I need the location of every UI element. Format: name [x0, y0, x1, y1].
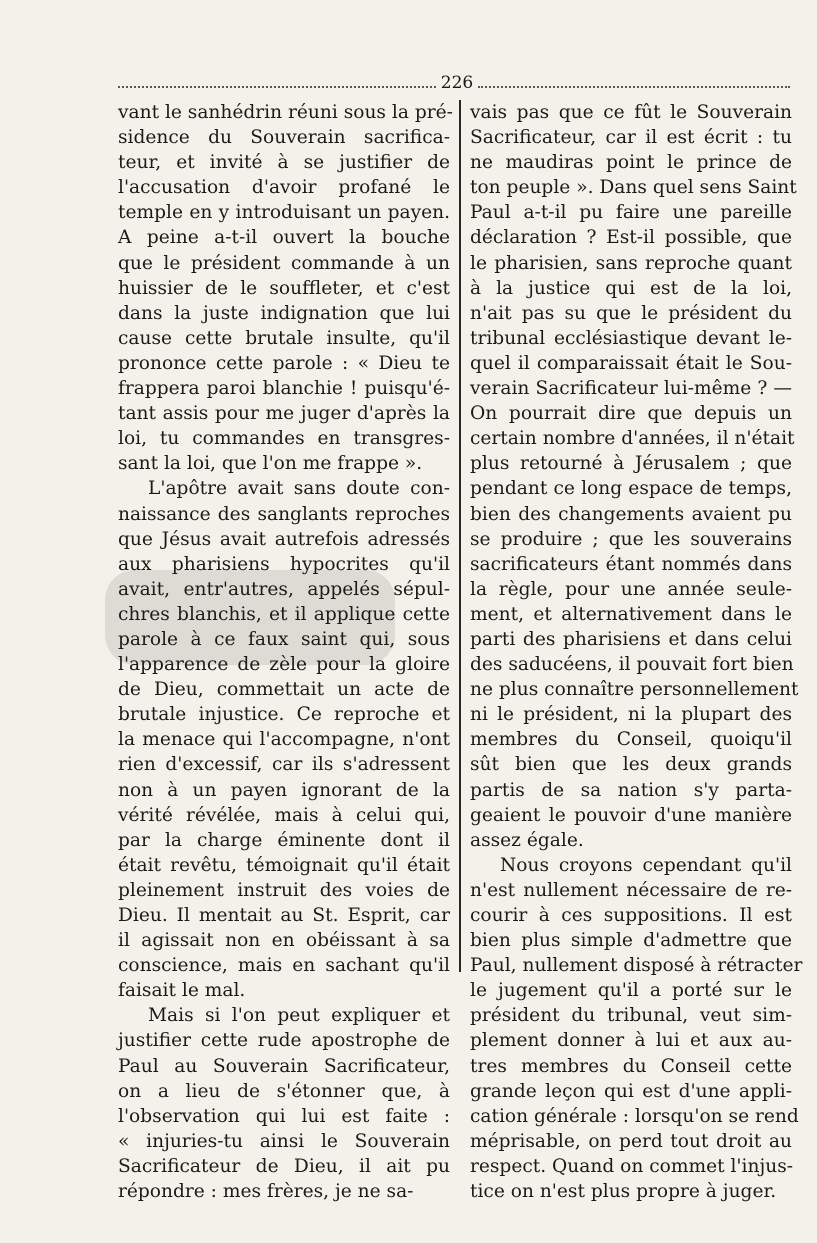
text-line: loi, tu commandes en transgres- — [118, 428, 450, 450]
text-line: que le président commande à un — [118, 252, 450, 274]
text-line: huissier de le souffleter, et c'est — [118, 277, 450, 299]
text-line: plus retourné à Jérusalem ; que — [470, 453, 792, 475]
text-line: la menace qui l'accompagne, n'ont — [118, 729, 450, 751]
header-rule-left — [118, 86, 436, 88]
text-line: sant la loi, que l'on me frappe ». — [118, 453, 423, 475]
page-number: 226 — [440, 73, 474, 93]
text-line: avait, entr'autres, appelés sépul- — [118, 578, 450, 600]
text-line: aux pharisiens hypocrites qu'il — [118, 553, 450, 575]
left-column — [118, 100, 453, 1204]
text-line: pendant ce long espace de temps, — [470, 478, 792, 500]
text-line: membres du Conseil, quoiqu'il — [470, 729, 792, 751]
text-line: n'est nullement nécessaire de re- — [470, 879, 792, 901]
text-line: vais pas que ce fût le Souverain — [470, 102, 792, 123]
text-line: certain nombre d'années, il n'était — [470, 428, 795, 450]
text-line: se produire ; que les souverains — [470, 528, 792, 550]
text-line: bien plus simple d'admettre que — [470, 930, 792, 952]
text-line: frappera paroi blanchie ! puisqu'é- — [118, 378, 450, 400]
text-line: partis de sa nation s'y parta- — [470, 779, 792, 801]
text-line: rien d'excessif, car ils s'adressent — [118, 754, 450, 776]
text-line: grande leçon qui est d'une appli- — [470, 1080, 792, 1102]
text-line: parti des pharisiens et dans celui — [470, 628, 792, 650]
text-line: des saducéens, il pouvait fort bien — [470, 654, 794, 676]
text-line: ton peuple ». Dans quel sens Saint — [470, 177, 797, 199]
text-line: justifier cette rude apostrophe de — [118, 1030, 450, 1052]
text-line: cause cette brutale insulte, qu'il — [118, 327, 450, 349]
right-column — [470, 100, 803, 1204]
text-line: par la charge éminente dont il — [118, 829, 450, 851]
text-line: naissance des sanglants reproches — [118, 503, 450, 525]
text-line: l'observation qui lui est faite : — [118, 1105, 450, 1127]
text-line: tant assis pour me juger d'après la — [118, 403, 450, 425]
text-line: était revêtu, témoignait qu'il était — [118, 854, 450, 876]
text-line: la règle, pour une année seule- — [470, 578, 792, 600]
text-line: n'ait pas su que le président du — [470, 302, 792, 324]
text-line: l'apparence de zèle pour la gloire — [118, 654, 450, 676]
text-line: il agissait non en obéissant à sa — [118, 930, 450, 952]
text-line: parole à ce faux saint qui, sous — [118, 628, 450, 650]
text-line: cation générale : lorsqu'on se rend — [470, 1105, 799, 1127]
text-line: Sacrificateur de Dieu, il ait pu — [118, 1155, 450, 1177]
text-line: ni le président, ni la plupart des — [470, 704, 792, 726]
text-line: tres membres du Conseil cette — [470, 1055, 792, 1077]
text-line: prononce cette parole : « Dieu te — [118, 352, 450, 374]
text-line: chres blanchis, et il applique cette — [118, 603, 450, 625]
text-line: sût bien que les deux grands — [470, 754, 792, 776]
text-line: Nous croyons cependant qu'il — [500, 854, 792, 876]
text-line: pleinement instruit des voies de — [118, 879, 450, 901]
text-line: teur, et invité à se justifier de — [118, 152, 450, 174]
text-line: brutale injustice. Ce reproche et — [118, 704, 450, 726]
text-line: ne maudiras point le prince de — [470, 152, 792, 174]
text-line: déclaration ? Est-il possible, que — [470, 227, 792, 249]
text-line: respect. Quand on commet l'injus- — [470, 1155, 794, 1177]
text-line: Mais si l'on peut expliquer et — [148, 1005, 450, 1027]
text-line: l'accusation d'avoir profané le — [118, 177, 450, 199]
text-line: plement donner à lui et aux au- — [470, 1030, 792, 1052]
text-line: vant le sanhédrin réuni sous la pré- — [118, 102, 453, 123]
text-line: ne plus connaître personnellement — [470, 679, 799, 701]
text-line: ment, et alternativement dans le — [470, 603, 792, 625]
text-line: A peine a-t-il ouvert la bouche — [118, 227, 450, 249]
text-line: Paul au Souverain Sacrificateur, — [118, 1055, 450, 1077]
text-line: méprisable, on perd tout droit au — [470, 1130, 792, 1152]
header-rule-right — [478, 86, 790, 88]
text-line: tice on n'est plus propre à juger. — [470, 1181, 777, 1203]
text-line: quel il comparaissait était le Sou- — [470, 352, 792, 374]
text-line: « injuries-tu ainsi le Souverain — [118, 1130, 450, 1152]
text-line: sacrificateurs étant nommés dans — [470, 553, 792, 575]
column-divider — [459, 100, 461, 972]
text-line: tribunal ecclésiastique devant le- — [470, 327, 792, 349]
text-line: Paul, nullement disposé à rétracter — [470, 955, 803, 977]
text-line: assez égale. — [470, 829, 584, 851]
text-line: verain Sacrificateur lui-même ? — — [470, 378, 792, 400]
text-line: le jugement qu'il a porté sur le — [470, 980, 792, 1002]
text-line: dans la juste indignation que lui — [118, 302, 450, 324]
text-line: faisait le mal. — [118, 980, 246, 1002]
text-line: On pourrait dire que depuis un — [470, 403, 792, 425]
text-line: temple en y introduisant un payen. — [118, 202, 450, 224]
text-line: le pharisien, sans reproche quant — [470, 252, 792, 274]
text-line: président du tribunal, veut sim- — [470, 1005, 792, 1027]
text-line: geaient le pouvoir d'une manière — [470, 804, 792, 826]
text-line: à la justice qui est de la loi, — [470, 277, 792, 299]
text-line: de Dieu, commettait un acte de — [118, 679, 450, 701]
text-line: bien des changements avaient pu — [470, 503, 792, 525]
text-line: Dieu. Il mentait au St. Esprit, car — [118, 905, 450, 926]
text-line: vérité révélée, mais à celui qui, — [118, 804, 450, 826]
text-line: L'apôtre avait sans doute con- — [148, 478, 450, 500]
text-line: on a lieu de s'étonner que, à — [118, 1080, 450, 1102]
text-line: Sacrificateur, car il est écrit : tu — [470, 127, 792, 149]
text-line: courir à ces suppositions. Il est — [470, 905, 792, 926]
text-line: sidence du Souverain sacrifica- — [118, 127, 450, 149]
text-line: Paul a-t-il pu faire une pareille — [470, 202, 792, 224]
text-line: répondre : mes frères, je ne sa- — [118, 1181, 414, 1203]
text-line: que Jésus avait autrefois adressés — [118, 528, 450, 550]
text-line: non à un payen ignorant de la — [118, 779, 450, 801]
text-line: conscience, mais en sachant qu'il — [118, 955, 450, 977]
